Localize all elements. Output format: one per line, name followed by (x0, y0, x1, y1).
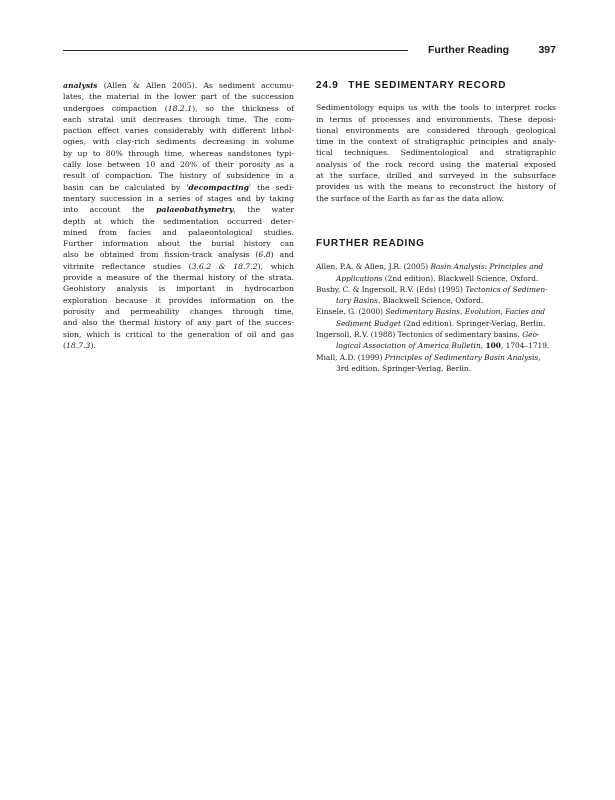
text-line: tional environments are considered through geological (316, 125, 556, 135)
text-run: Geohistory analysis is important in hydrocarbon (63, 284, 294, 294)
text-line: time in the context of stratigraphic principles and analy- (316, 137, 556, 147)
text-line: at the surface, drilled and surveyed in the subsurface (316, 171, 556, 181)
text-run: . Blackwell Science, Oxford. (377, 296, 484, 306)
text-run: 100 (485, 341, 501, 351)
text-run: ), so the thickness of (192, 103, 294, 113)
text-run: ). (90, 340, 96, 350)
text-run: 18.7.3 (66, 340, 91, 350)
text-run: (Allen & Allen 2005). As sediment accumu- (97, 81, 294, 90)
text-run: cally lose between 10 and 20% of their porosity as a (63, 160, 294, 170)
text-run: , the water (233, 205, 294, 215)
section-title: FURTHER READING (316, 237, 425, 249)
reference-entry (316, 352, 556, 375)
text-run: paction effect varies considerably with different lithol- (63, 126, 294, 136)
text-run: Basin Analysis: Principles and (430, 262, 544, 272)
reference-line (316, 306, 556, 317)
text-line: provides us with the means to reconstruct the history of (316, 182, 556, 192)
text-line (63, 249, 294, 260)
text-run: undergoes compaction ( (63, 103, 168, 113)
text-run: also be obtained from fission-track analysis ( (63, 250, 259, 260)
text-line (63, 295, 294, 306)
text-run: Einsele, G. (2000) (316, 307, 386, 317)
text-run: ( (63, 340, 66, 350)
text-run: Geo- (522, 330, 540, 340)
text-run: by up to 80% through time, whereas sandstones typi- (63, 148, 294, 158)
text-line (63, 340, 294, 351)
text-line (63, 125, 294, 136)
text-run: Principles of Sedimentary Basin Analysis (384, 352, 539, 362)
text-line (63, 159, 294, 170)
text-line: Sedimentology equips us with the tools to interpret rocks (316, 103, 556, 113)
text-run: , (538, 352, 541, 362)
text-run: Ingersoll, R.V. (1988) Tectonics of sedimentary basins. (316, 330, 523, 340)
header-rule (63, 50, 408, 51)
text-run: mentary succession in a series of stages and by taking (63, 193, 294, 203)
reference-line (326, 318, 556, 329)
text-run: depth at which the sedimentation occurred deter- (63, 216, 294, 226)
text-run: result of compaction. The history of subsidence in a (63, 171, 294, 181)
text-run: 3.6.2 & 18.7.2 (191, 261, 258, 271)
text-line (63, 136, 294, 147)
text-line (63, 114, 294, 125)
running-head (428, 44, 556, 56)
text-run: decompacting (188, 182, 249, 192)
text-run: sion, which is critical to the generation of oil and gas (63, 329, 294, 339)
text-run: Applications (336, 273, 383, 283)
text-line (63, 103, 294, 114)
reference-entry (316, 284, 556, 307)
page-number: 397 (538, 44, 556, 56)
text-line (63, 238, 294, 249)
text-line: tical techniques. Sedimentological and stratigraphic (316, 148, 556, 158)
text-run: Sediment Budget (336, 318, 401, 328)
text-run: , (480, 341, 486, 351)
text-line (63, 329, 294, 340)
text-line (63, 216, 294, 227)
text-run: lates, the material in the lower part of the succession (63, 92, 294, 102)
text-run: palaeobathymetry (156, 205, 234, 215)
text-line (63, 261, 294, 272)
right-column (316, 80, 556, 374)
text-run: vitrinite reflectance studies ( (63, 261, 192, 271)
text-run: logical Association of America Bulletin (336, 341, 481, 351)
text-run: , 1704–1719. (500, 341, 550, 351)
text-run: 3rd edition. Springer-Verlag, Berlin. (336, 363, 472, 373)
text-run: 18.2.1 (167, 103, 193, 113)
reference-entry (316, 261, 556, 284)
text-line (63, 80, 294, 91)
text-run: mined from facies and palaeontological studies. (63, 227, 294, 237)
text-line (63, 148, 294, 159)
text-run: porosity and permeability changes through time, (63, 306, 294, 316)
reference-line (326, 273, 556, 284)
text-run: Allen, P.A. & Allen, J.R. (2005) (316, 262, 431, 272)
text-run: each stratal unit decreases through time. The com- (63, 114, 294, 124)
reference-line (316, 329, 556, 340)
section-title: THE SEDIMENTARY RECORD (348, 80, 507, 91)
reference-line (316, 284, 556, 295)
text-run: analysis (63, 81, 98, 90)
section-heading-further-reading (316, 238, 556, 249)
text-run: ' the sedi- (249, 182, 294, 192)
text-line: in terms of processes and environments. These deposi- (316, 114, 556, 124)
text-line (63, 283, 294, 294)
text-run: basin can be calculated by ' (63, 182, 189, 192)
text-run: Tectonics of Sedimen- (465, 284, 548, 294)
text-run: Busby, C. & Ingersoll, R.V. (Eds) (1995) (316, 284, 466, 294)
text-run: (2nd edition). Blackwell Science, Oxford. (382, 273, 539, 283)
text-run: exploration because it provides information on the (63, 295, 294, 305)
text-line (63, 317, 294, 328)
sedimentary-record-paragraph (316, 102, 556, 204)
text-line (63, 170, 294, 181)
text-line (63, 272, 294, 283)
text-run: into account the (63, 205, 157, 215)
text-line (63, 227, 294, 238)
text-line (63, 306, 294, 317)
left-column-body (63, 80, 294, 351)
text-run: Miall, A.D. (1999) (316, 352, 385, 362)
text-run: (2nd edition). Springer-Verlag, Berlin. (401, 318, 546, 328)
text-run: and also the thermal history of any part of the succes- (63, 318, 294, 328)
reference-entry (316, 306, 556, 329)
text-run: ), which (257, 261, 294, 271)
text-line (63, 193, 294, 204)
text-line: the surface of the Earth as far as the data allow. (316, 193, 505, 203)
text-run: ogies, with clay-rich sediments decreasing in volume (63, 137, 294, 147)
reference-line (326, 340, 556, 351)
reference-line (316, 261, 556, 272)
reference-entry (316, 329, 556, 352)
reference-line (326, 363, 556, 374)
reference-list (316, 261, 556, 374)
section-number: 24.9 (316, 80, 339, 91)
text-line (63, 182, 294, 193)
text-run: provide a measure of the thermal history of the strata. (63, 273, 294, 283)
text-line (63, 204, 294, 215)
text-run: ) and (270, 250, 294, 260)
running-head-title: Further Reading (428, 44, 510, 56)
text-run: tary Basins (336, 296, 378, 306)
reference-line (326, 295, 556, 306)
text-run: 6.8 (258, 250, 271, 260)
text-line (63, 91, 294, 102)
text-run: Further information about the burial history can (63, 239, 294, 249)
text-line: analysis of the rock record using the material exposed (316, 159, 556, 169)
text-run: Sedimentary Basins, Evolution, Facies and (385, 307, 546, 317)
section-heading-sedimentary-record (316, 80, 556, 91)
reference-line (316, 352, 556, 363)
